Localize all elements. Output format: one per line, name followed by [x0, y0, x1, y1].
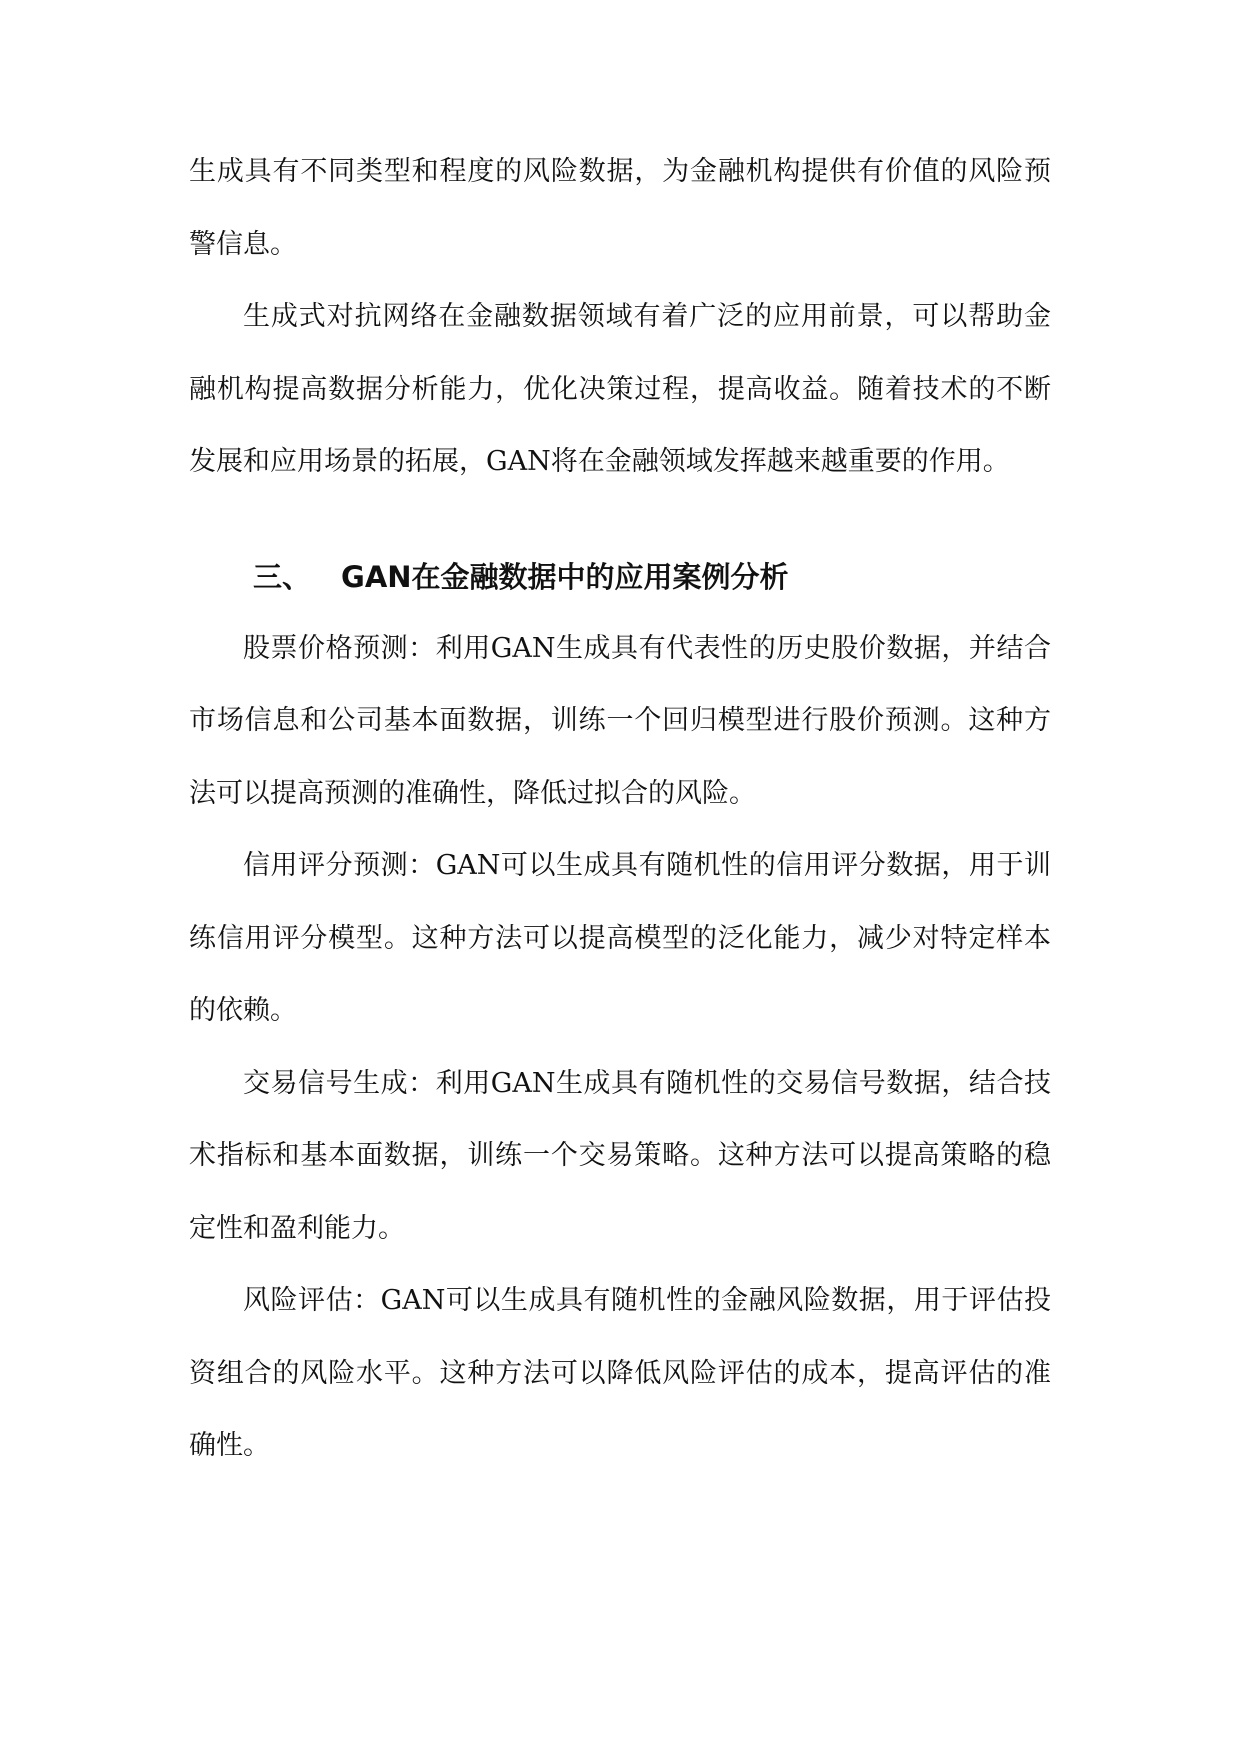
section-title: GAN在金融数据中的应用案例分析: [341, 559, 789, 594]
paragraph-risk-assessment: 风险评估：GAN可以生成具有随机性的金融风险数据，用于评估投资组合的风险水平。这种方法可以降低风险评估的成本，提高评估的准确性。: [189, 1285, 1051, 1461]
paragraph-credit-scoring: 信用评分预测：GAN可以生成具有随机性的信用评分数据，用于训练信用评分模型。这种方法可以提高模型的泛化能力，减少对特定样本的依赖。: [189, 850, 1051, 1026]
section-number: 三、: [253, 559, 312, 594]
section-heading: [189, 541, 1051, 613]
paragraph-gan-prospects: 生成式对抗网络在金融数据领域有着广泛的应用前景，可以帮助金融机构提高数据分析能力，优化决策过程，提高收益。随着技术的不断发展和应用场景的拓展，GAN将在金融领域发挥越来越重要的作用。: [189, 301, 1051, 477]
document-body: [189, 136, 1051, 1483]
paragraph-trading-signals: 交易信号生成：利用GAN生成具有随机性的交易信号数据，结合技术指标和基本面数据，训练一个交易策略。这种方法可以提高策略的稳定性和盈利能力。: [189, 1067, 1051, 1244]
paragraph-continuation: 生成具有不同类型和程度的风险数据，为金融机构提供有价值的风险预警信息。: [189, 156, 1051, 260]
paragraph-stock-prediction: 股票价格预测：利用GAN生成具有代表性的历史股价数据，并结合市场信息和公司基本面数据，训练一个回归模型进行股价预测。这种方法可以提高预测的准确性，降低过拟合的风险。: [189, 632, 1051, 809]
